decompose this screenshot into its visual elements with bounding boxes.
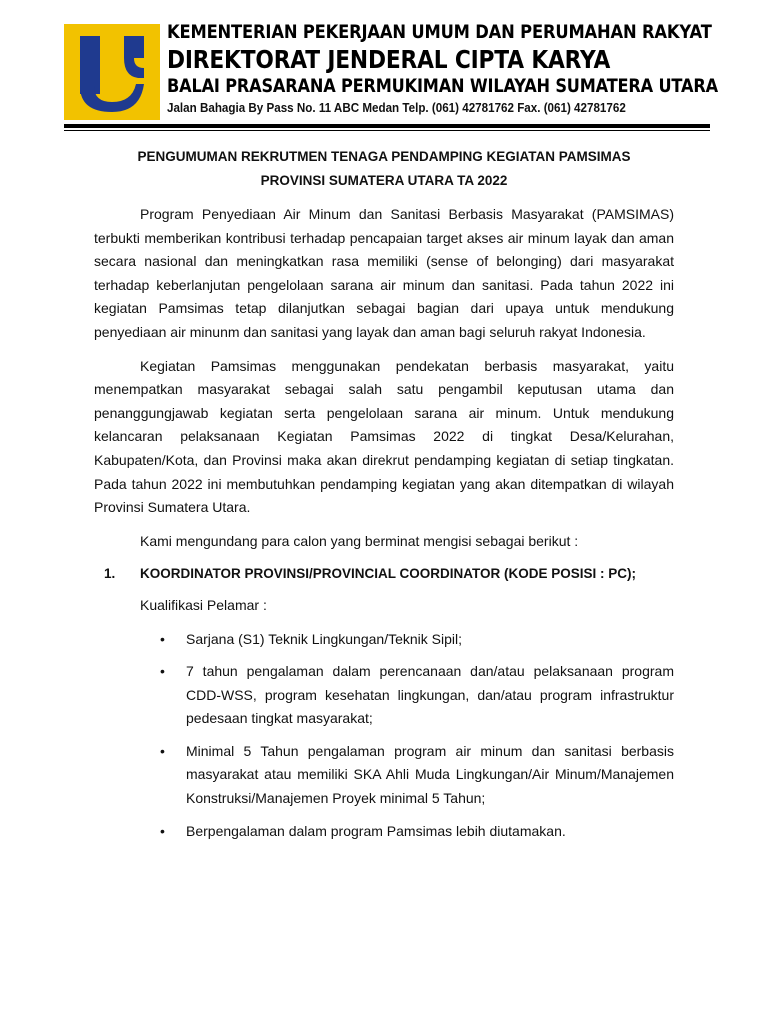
list-item: • Sarjana (S1) Teknik Lingkungan/Teknik Sipil;	[140, 628, 674, 652]
paragraph-invitation: Kami mengundang para calon yang berminat mengisi sebagai berikut :	[140, 532, 579, 549]
section-title: KOORDINATOR PROVINSI/PROVINCIAL COORDINATOR (KODE POSISI : PC);	[140, 566, 637, 582]
document-body	[94, 145, 674, 852]
paragraph-approach: Kegiatan Pamsimas menggunakan pendekatan berbasis masyarakat, yaitu menempatkan masyarakat sebagai salah satu pengambil keputusan utama dan penanggungjawab kegiatan serta pengelolaan sarana air minum. Untuk mendukung kelancaran pelaksanaan Kegiatan Pamsimas 2022 di tingkat Desa/Kelurahan, Kabupaten/Kota, dan Provinsi maka akan direkrut pendamping kegiatan di setiap tingkatan. Pada tahun 2022 ini membutuhkan pendamping kegiatan yang akan ditempatkan di wilayah Provinsi Sumatera Utara.	[94, 357, 674, 516]
bullet-icon: •	[160, 822, 165, 839]
letterhead	[64, 14, 718, 126]
bullet-icon: •	[160, 630, 165, 647]
directorate-name: DIREKTORAT JENDERAL CIPTA KARYA	[167, 45, 611, 74]
ministry-name: KEMENTERIAN PEKERJAAN UMUM DAN PERUMAHAN RAKYAT	[167, 21, 712, 43]
bullet-icon: •	[160, 663, 165, 680]
title-line-2: PROVINSI SUMATERA UTARA TA 2022	[260, 173, 508, 188]
letterhead-rule-thin	[64, 130, 710, 131]
paragraph-intro: Program Penyediaan Air Minum dan Sanitasi Berbasis Masyarakat (PAMSIMAS) terbukti memberikan kontribusi terhadap pencapaian target akses air minum layak dan aman secara nasional dan meningkatkan rasa memiliki (sense of belonging) dari masyarakat terhadap keberlanjutan pengelolaan sarana air minum dan sanitasi. Pada tahun 2022 ini kegiatan Pamsimas tetap dilanjutkan sebagai bagian dari upaya untuk mendukung penyediaan air minunm dan sanitasi yang layak dan aman bagi seluruh rakyat Indonesia.	[94, 206, 674, 340]
office-address: Jalan Bahagia By Pass No. 11 ABC Medan Telp. (061) 42781762 Fax. (061) 42781762	[167, 101, 626, 115]
list-item: • Minimal 5 Tahun pengalaman program air minum dan sanitasi berbasis masyarakat atau memiliki SKA Ahli Muda Lingkungan/Air Minum/Manajemen Konstruksi/Manajemen Proyek minimal 5 Tahun;	[140, 740, 674, 811]
list-item: • Berpengalaman dalam program Pamsimas lebih diutamakan.	[140, 820, 674, 844]
section-number: 1.	[104, 566, 116, 582]
section-heading	[94, 562, 674, 586]
qualification-label: Kualifikasi Pelamar :	[140, 596, 267, 613]
pu-logo	[64, 24, 160, 120]
title-line-1: PENGUMUMAN REKRUTMEN TENAGA PENDAMPING KEGIATAN PAMSIMAS	[137, 149, 631, 164]
list-item: • 7 tahun pengalaman dalam perencanaan dan/atau pelaksanaan program CDD-WSS, program kesehatan lingkungan, dan/atau program infrastruktur pedesaan tingkat masyarakat;	[140, 660, 674, 731]
letterhead-rule-thick	[64, 124, 710, 128]
bullet-icon: •	[160, 742, 165, 759]
document-title	[82, 145, 686, 193]
qualification-list	[94, 628, 674, 844]
office-name: BALAI PRASARANA PERMUKIMAN WILAYAH SUMATERA UTARA	[167, 75, 718, 97]
